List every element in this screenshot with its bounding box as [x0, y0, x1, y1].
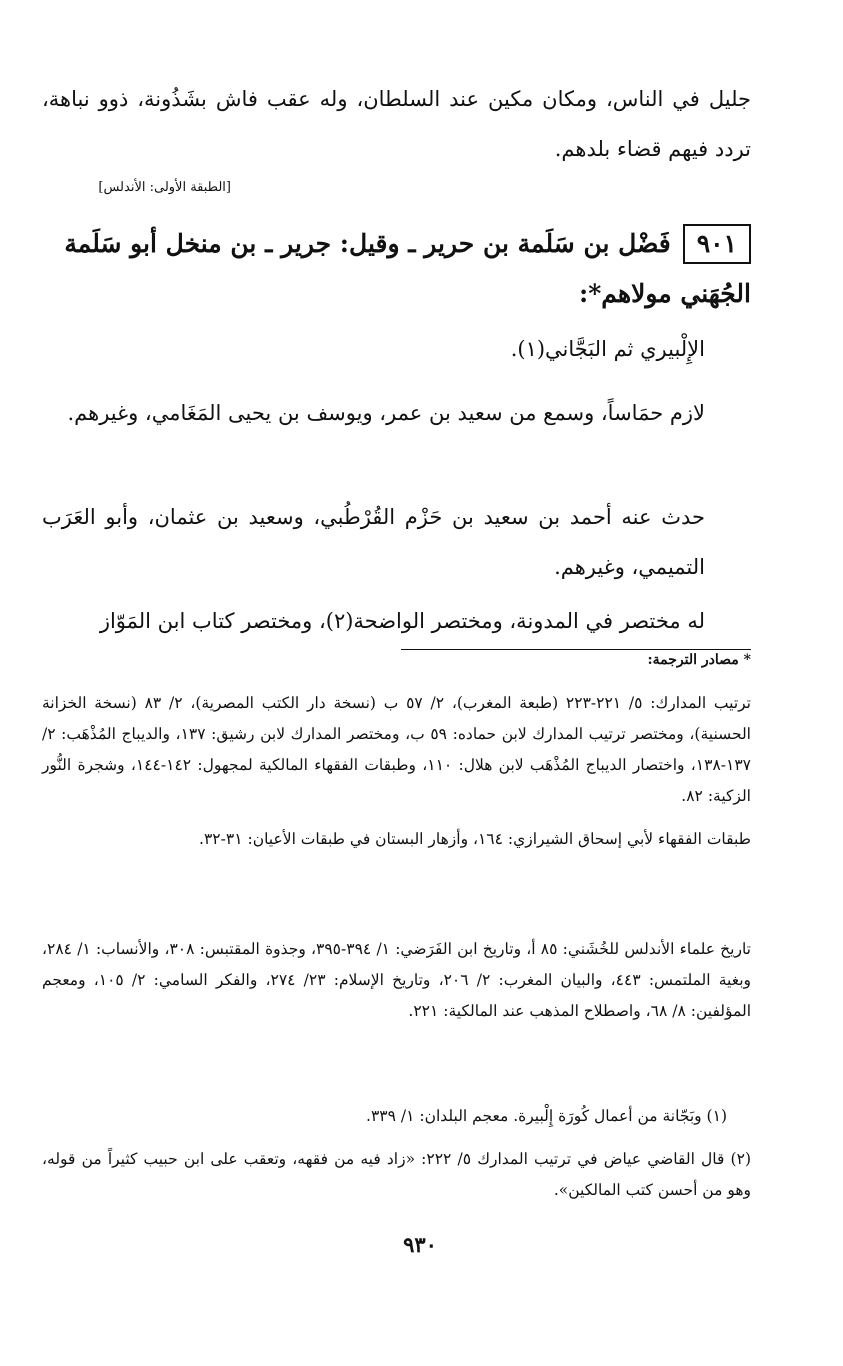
sources-paragraph-1: ترتيب المدارك: ٥/ ٢٢١-٢٢٣ (طبعة المغرب)، ٢/ ٥٧ ب (نسخة دار الكتب المصرية)، ٢/ ٨٣ (نسخة الخزانة الحسنية)، ومختصر ترتيب المدارك لابن حماده: ٥٩ ب، ومختصر المدارك لابن رشيق: ١٣٧، والديباج المُذْهَب: ٢/ ١٣٧-١٣٨، واختصار الديباج المُذْهَب لابن هلال: ١١٠، وطبقات الفقهاء المالكية لمجهول: ١٤٢-١٤٤، وشجرة النُّور الزكية: ٨٢.	[42, 694, 752, 805]
entry-number-box: ٩٠١	[683, 224, 751, 264]
sources-heading: * مصادر الترجمة:	[647, 652, 751, 668]
footnote-1: (١) وبَجّانة من أعمال كُورَة إِلْبيرة. معجم البلدان: ١/ ٣٣٩.	[366, 1107, 727, 1125]
sources-paragraph-3: تاريخ علماء الأندلس للخُشَني: ٨٥ أ، وتاريخ ابن الفَرَضي: ١/ ٣٩٤-٣٩٥، وجذوة المقتبس: ٣٠٨، والأنساب: ١/ ٢٨٤، وبغية الملتمس: ٤٤٣، والبيان المغرب: ٢/ ٢٠٦، وتاريخ الإسلام: ٢٣/ ٢٧٤، والفكر السامي: ٢/ ١٠٥، ومعجم المؤلفين: ٨/ ٦٨، واصطلاح المذهب عند المالكية: ٢٢١.	[42, 940, 752, 1020]
paragraph-teachers: لازم حمَاساً، وسمع من سعيد بن عمر، ويوسف بن يحيى المَغَامي، وغيرهم.	[67, 401, 705, 425]
footnote-divider	[401, 649, 751, 650]
intro-paragraph: جليل في الناس، ومكان مكين عند السلطان، وله عقب فاش بشَذُونة، ذوو نباهة، تردد فيهم قضاء بلدهم.	[42, 87, 751, 161]
entry-title: فَضْل بن سَلَمة بن حرير ـ وقيل: جرير ـ بن منخل أبو سَلَمة الجُهَني مولاهم*:	[64, 229, 751, 308]
section-label: [الطبقة الأولى: الأندلس]	[98, 180, 231, 195]
entry-heading	[42, 219, 751, 319]
nisba-line: الإِلْبيري ثم البَجَّاني(١).	[510, 337, 705, 361]
paragraph-works: له مختصر في المدونة، ومختصر الواضحة(٢)، ومختصر كتاب ابن المَوّاز	[99, 609, 705, 633]
sources-paragraph-2: طبقات الفقهاء لأبي إسحاق الشيرازي: ١٦٤، وأزهار البستان في طبقات الأعيان: ٣١-٣٢.	[199, 830, 751, 848]
footnote-2: (٢) قال القاضي عياض في ترتيب المدارك ٥/ ٢٢٢: «زاد فيه من فقهه، وتعقب على ابن حبيب كثيراً من قوله، وهو من أحسن كتب المالكين».	[42, 1150, 751, 1199]
paragraph-students: حدث عنه أحمد بن سعيد بن حَزْم القُرْطُبي، وسعيد بن عثمان، وأبو العَرَب التميمي، وغيرهم.	[42, 505, 705, 579]
page-number: ٩٣٠	[403, 1232, 437, 1257]
